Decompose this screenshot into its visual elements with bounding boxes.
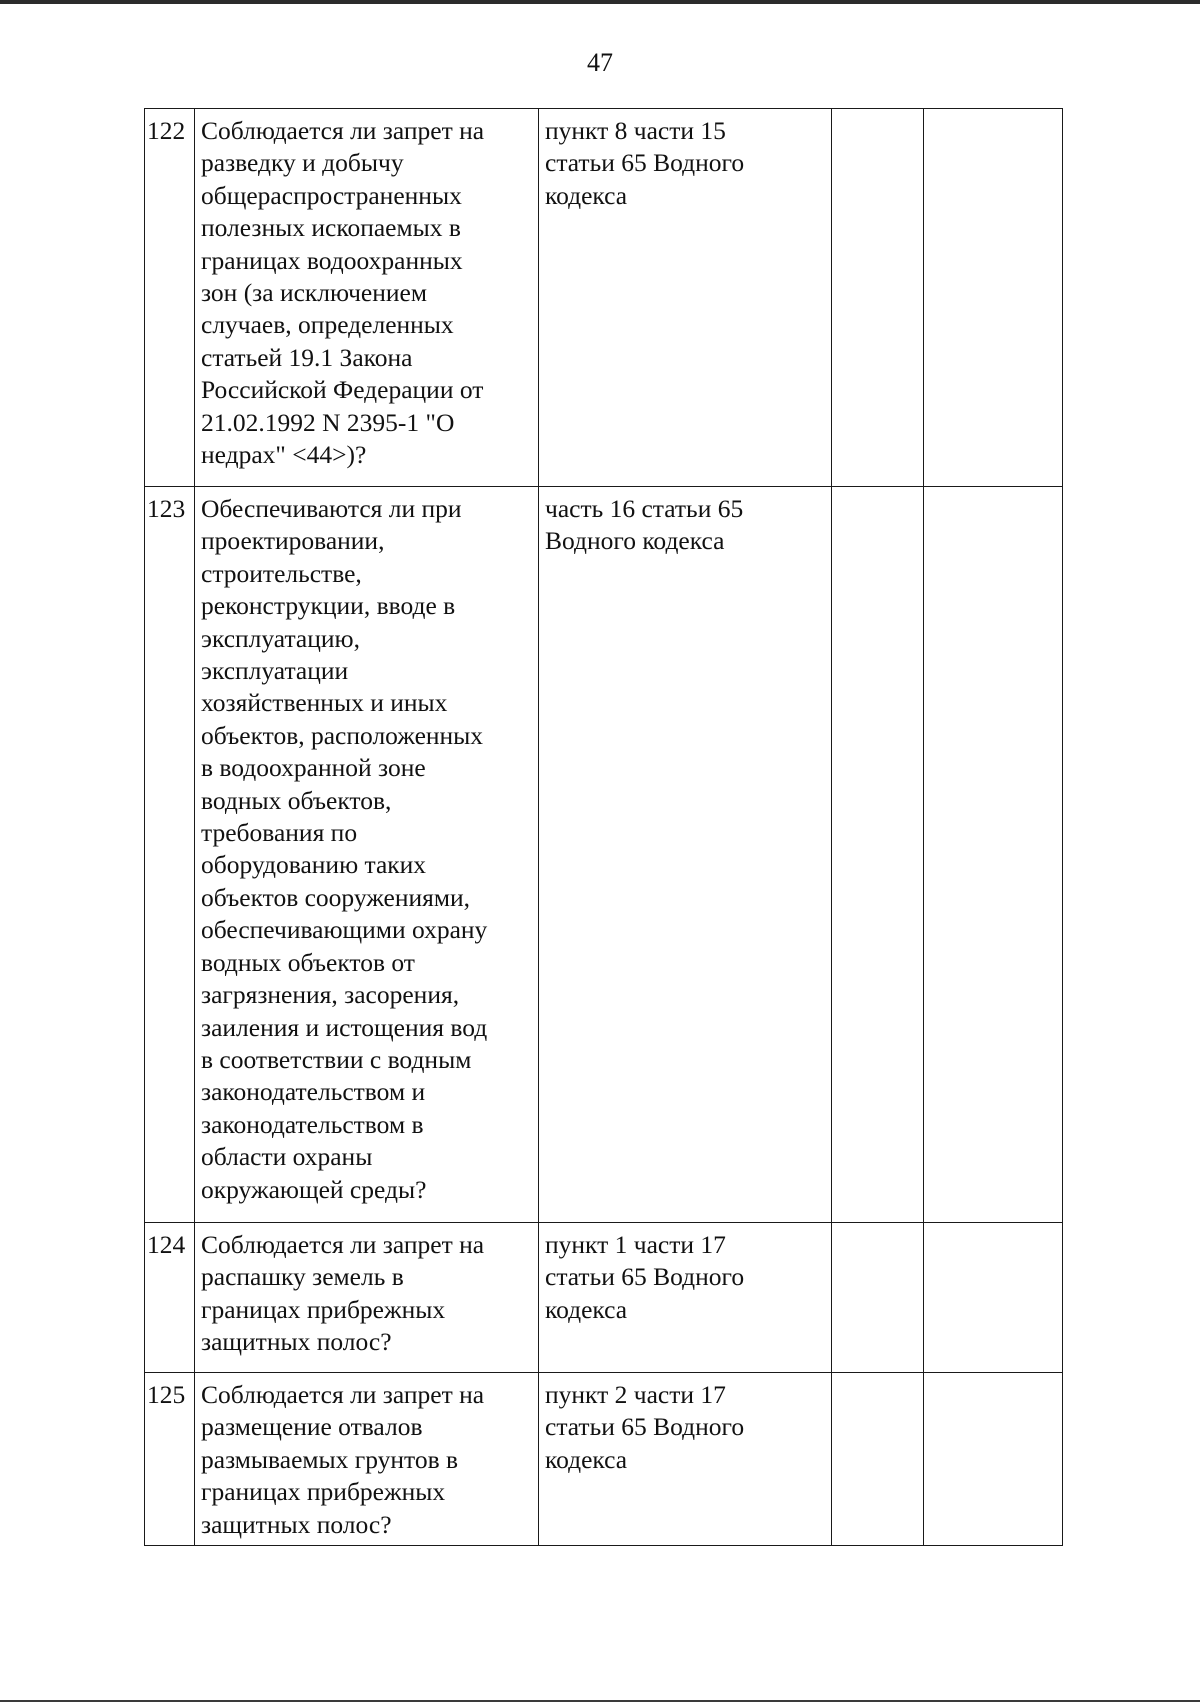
answer-cell	[832, 1223, 924, 1373]
table-row	[145, 1223, 1063, 1373]
notes-cell	[924, 487, 1063, 1223]
notes-cell	[924, 1373, 1063, 1546]
row-number: 123	[145, 487, 195, 1223]
scan-bottom-edge	[0, 1700, 1200, 1702]
requirement-question: Обеспечиваются ли при проектировании, строительстве, реконструкции, вводе в эксплуатацию, эксплуатации хозяйственных и иных объектов, расположенных в водоохранной зоне водных объектов, требования по оборудованию таких объектов сооружениями, обеспечивающими охрану водных объектов от загрязнения, засорения, заиления и истощения вод в соответствии с водным законодательством и законодательством в области охраны окружающей среды?	[195, 487, 539, 1223]
requirement-question: Соблюдается ли запрет на разведку и добычу общераспространенных полезных ископаемых в границах водоохранных зон (за исключением случаев, определенных статьей 19.1 Закона Российской Федерации от 21.02.1992 N 2395-1 "О недрах" <44>)?	[195, 109, 539, 487]
row-number: 124	[145, 1223, 195, 1373]
table-row	[145, 109, 1063, 487]
table-row	[145, 487, 1063, 1223]
table-row	[145, 1373, 1063, 1546]
notes-cell	[924, 1223, 1063, 1373]
answer-cell	[832, 487, 924, 1223]
legal-reference: пункт 8 части 15 статьи 65 Водного кодекса	[539, 109, 832, 487]
legal-reference: пункт 2 части 17 статьи 65 Водного кодекса	[539, 1373, 832, 1546]
legal-reference: пункт 1 части 17 статьи 65 Водного кодекса	[539, 1223, 832, 1373]
checklist-table	[144, 108, 1063, 1546]
notes-cell	[924, 109, 1063, 487]
scan-top-edge	[0, 0, 1200, 4]
row-number: 122	[145, 109, 195, 487]
requirement-question: Соблюдается ли запрет на распашку земель в границах прибрежных защитных полос?	[195, 1223, 539, 1373]
requirement-question: Соблюдается ли запрет на размещение отвалов размываемых грунтов в границах прибрежных защитных полос?	[195, 1373, 539, 1546]
row-number: 125	[145, 1373, 195, 1546]
answer-cell	[832, 109, 924, 487]
page-number: 47	[587, 48, 613, 77]
answer-cell	[832, 1373, 924, 1546]
legal-reference: часть 16 статьи 65 Водного кодекса	[539, 487, 832, 1223]
